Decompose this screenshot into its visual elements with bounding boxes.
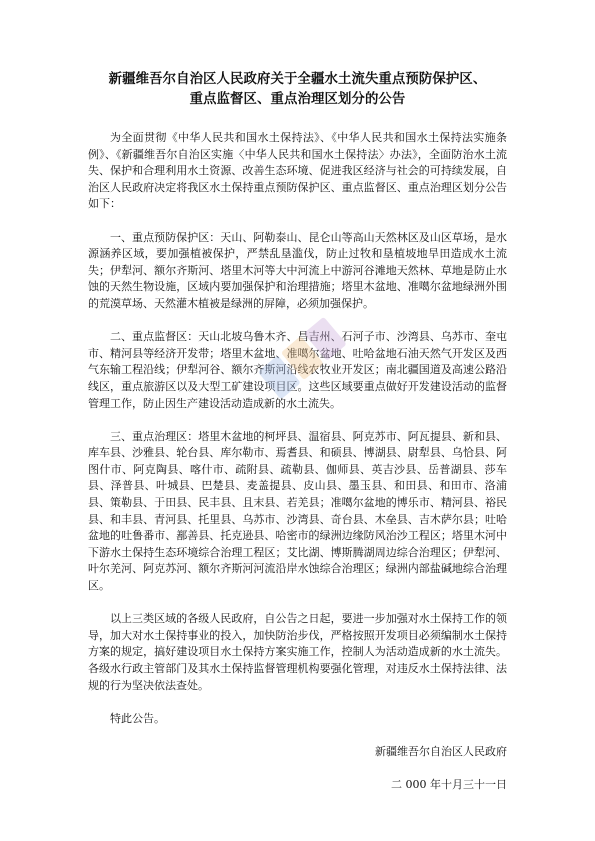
paragraph-requirements: 以上三类区域的各级人民政府，自公告之日起，要进一步加强对水土保持工作的领导，加大对水土保持事业的投入，加快防治步伐，严格按照开发项目必须编制水土保持方案的规定，搞好建设项目水土保持方案实施工作，控制人为活动造成新的水土流失。各级水行政主管部门及其水土保持监督管理机构要强化管理，对违反水土保持法律、法规的行为坚决依法查处。 (88, 612, 507, 692)
paragraph-prevention-zone: 一、重点预防保护区：天山、阿勒泰山、昆仑山等高山天然林区及山区草场，是水源涵养区域，要加强植被保护，严禁乱垦滥伐，防止过牧和垦植坡地旱田造成水土流失；伊犁河、额尔齐斯河、塔里木河等大中河流上中游河谷滩地天然林、草地是防止水蚀的天然生物设施，区域内要加强保护和治理措施；塔里木盆地、准噶尔盆地绿洲外围的荒漠草场、天然灌木植被是绿洲的屏障，必须加强保护。 (88, 230, 507, 310)
issue-date: 二 000 年十月三十一日 (391, 778, 507, 792)
title-line-2: 重点监督区、重点治理区划分的公告 (189, 92, 406, 107)
paragraph-treatment-zone: 三、重点治理区：塔里木盆地的柯坪县、温宿县、阿克苏市、阿瓦提县、新和县、库车县、沙雅县、轮台县、库尔勒市、焉耆县、和硕县、博湖县、尉犁县、乌恰县、阿图什市、阿克陶县、喀什市、疏附县、疏勒县、伽师县、英吉沙县、岳普湖县、莎车县、泽普县、叶城县、巴楚县、麦盖提县、皮山县、墨玉县、和田县、和田市、洛浦县、策勒县、于田县、民丰县、且末县、若羌县；准噶尔盆地的博乐市、精河县、裕民县、和丰县、青河县、托里县、乌苏市、沙湾县、奇台县、木垒县、吉木萨尔县；吐哈盆地的吐鲁番市、鄯善县、托克逊县、哈密市的绿洲边缘防风治沙工程区；塔里木河中下游水土保持生态环境综合治理工程区；艾比湖、博斯腾湖周边综合治理区；伊犁河、叶尔羌河、阿克苏河、额尔齐斯河河流沿岸水蚀综合治理区；绿洲内部盐碱地综合治理区。 (88, 429, 507, 593)
closing-text: 特此公告。 (110, 711, 165, 725)
title-line-1: 新疆维吾尔自治区人民政府关于全疆水土流失重点预防保护区、 (108, 72, 487, 87)
document-title (88, 70, 507, 110)
paragraph-intro: 为全面贯彻《中华人民共和国水土保持法》、《中华人民共和国水土保持法实施条例》、《新疆维吾尔自治区实施〈中华人民共和国水土保持法〉办法》，全面防治水土流失、保护和合理利用水土资源、改善生态环境、促进我区经济与社会的可持续发展，自治区人民政府决定将我区水土保持重点预防保护区、重点监督区、重点治理区划分公告如下： (88, 131, 507, 211)
paragraph-supervision-zone: 二、重点监督区：天山北坡乌鲁木齐、昌吉州、石河子市、沙湾县、乌苏市、奎屯市、精河县等经济开发带；塔里木盆地、准噶尔盆地、吐哈盆地石油天然气开发区及西气东输工程沿线；伊犁河谷、额尔齐斯河沿线农牧业开发区；南北疆国道及高速公路沿线区，重点旅游区以及大型工矿建设项目区。这些区域要重点做好开发建设活动的监督管理工作，防止因生产建设活动造成新的水土流失。 (88, 330, 507, 410)
issuer-signature: 新疆维吾尔自治区人民政府 (375, 744, 507, 758)
